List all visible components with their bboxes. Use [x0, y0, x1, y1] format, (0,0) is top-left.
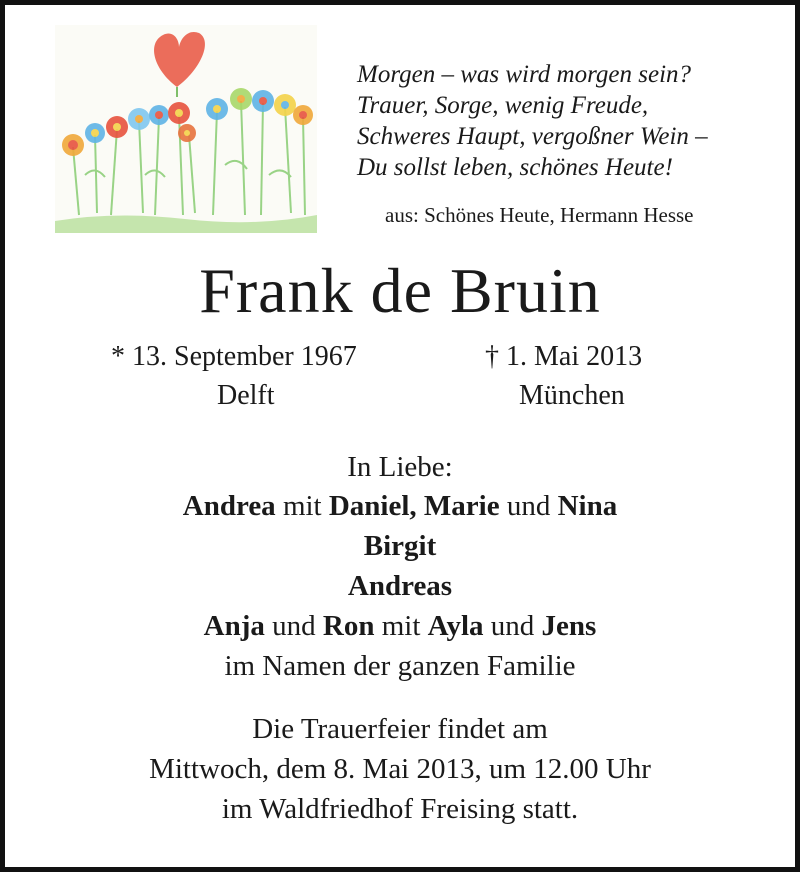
family-line-1 — [5, 486, 795, 526]
family-connector: und — [483, 610, 542, 642]
poem-line-1: Morgen – was wird morgen sein? — [357, 61, 692, 88]
poem-line-3: Schweres Haupt, vergoßner Wein – — [357, 123, 708, 150]
family-name: Anja — [203, 610, 265, 642]
family-name: Daniel, Marie — [328, 490, 500, 522]
death-date: † 1. Mai 2013 — [485, 341, 643, 372]
family-line-2 — [5, 526, 795, 566]
family-name: Andrea — [182, 490, 276, 522]
family-name: Andreas — [347, 570, 453, 602]
family-connector: mit — [275, 490, 329, 522]
poem-line-2: Trauer, Sorge, wenig Freude, — [357, 92, 649, 119]
poem — [357, 59, 777, 183]
family-name: Ayla — [427, 610, 484, 642]
family-line-4 — [5, 606, 795, 646]
birth-date: * 13. September 1967 — [111, 341, 357, 372]
family-name: Jens — [541, 610, 597, 642]
ceremony-line-1: Die Trauerfeier findet am — [252, 713, 548, 745]
death-place: München — [519, 380, 625, 411]
poem-source: aus: Schönes Heute, Hermann Hesse — [385, 203, 694, 227]
family-connector: mit — [374, 610, 428, 642]
family-closing: im Namen der ganzen Familie — [224, 650, 576, 682]
ceremony-line-2: Mittwoch, dem 8. Mai 2013, um 12.00 Uhr — [149, 753, 651, 785]
ceremony-line-3: im Waldfriedhof Freising statt. — [221, 793, 579, 825]
family-name: Ron — [322, 610, 375, 642]
family-name: Nina — [557, 490, 618, 522]
birth-place: Delft — [217, 380, 275, 411]
deceased-name: Frank de Bruin — [199, 255, 601, 326]
child-drawing-flowers-heart-icon — [55, 25, 317, 233]
family-line-3 — [5, 566, 795, 606]
family-name: Birgit — [363, 530, 437, 562]
family-intro: In Liebe: — [347, 451, 453, 483]
poem-line-4: Du sollst leben, schönes Heute! — [357, 154, 673, 181]
family-connector: und — [499, 490, 558, 522]
family-connector: und — [264, 610, 323, 642]
